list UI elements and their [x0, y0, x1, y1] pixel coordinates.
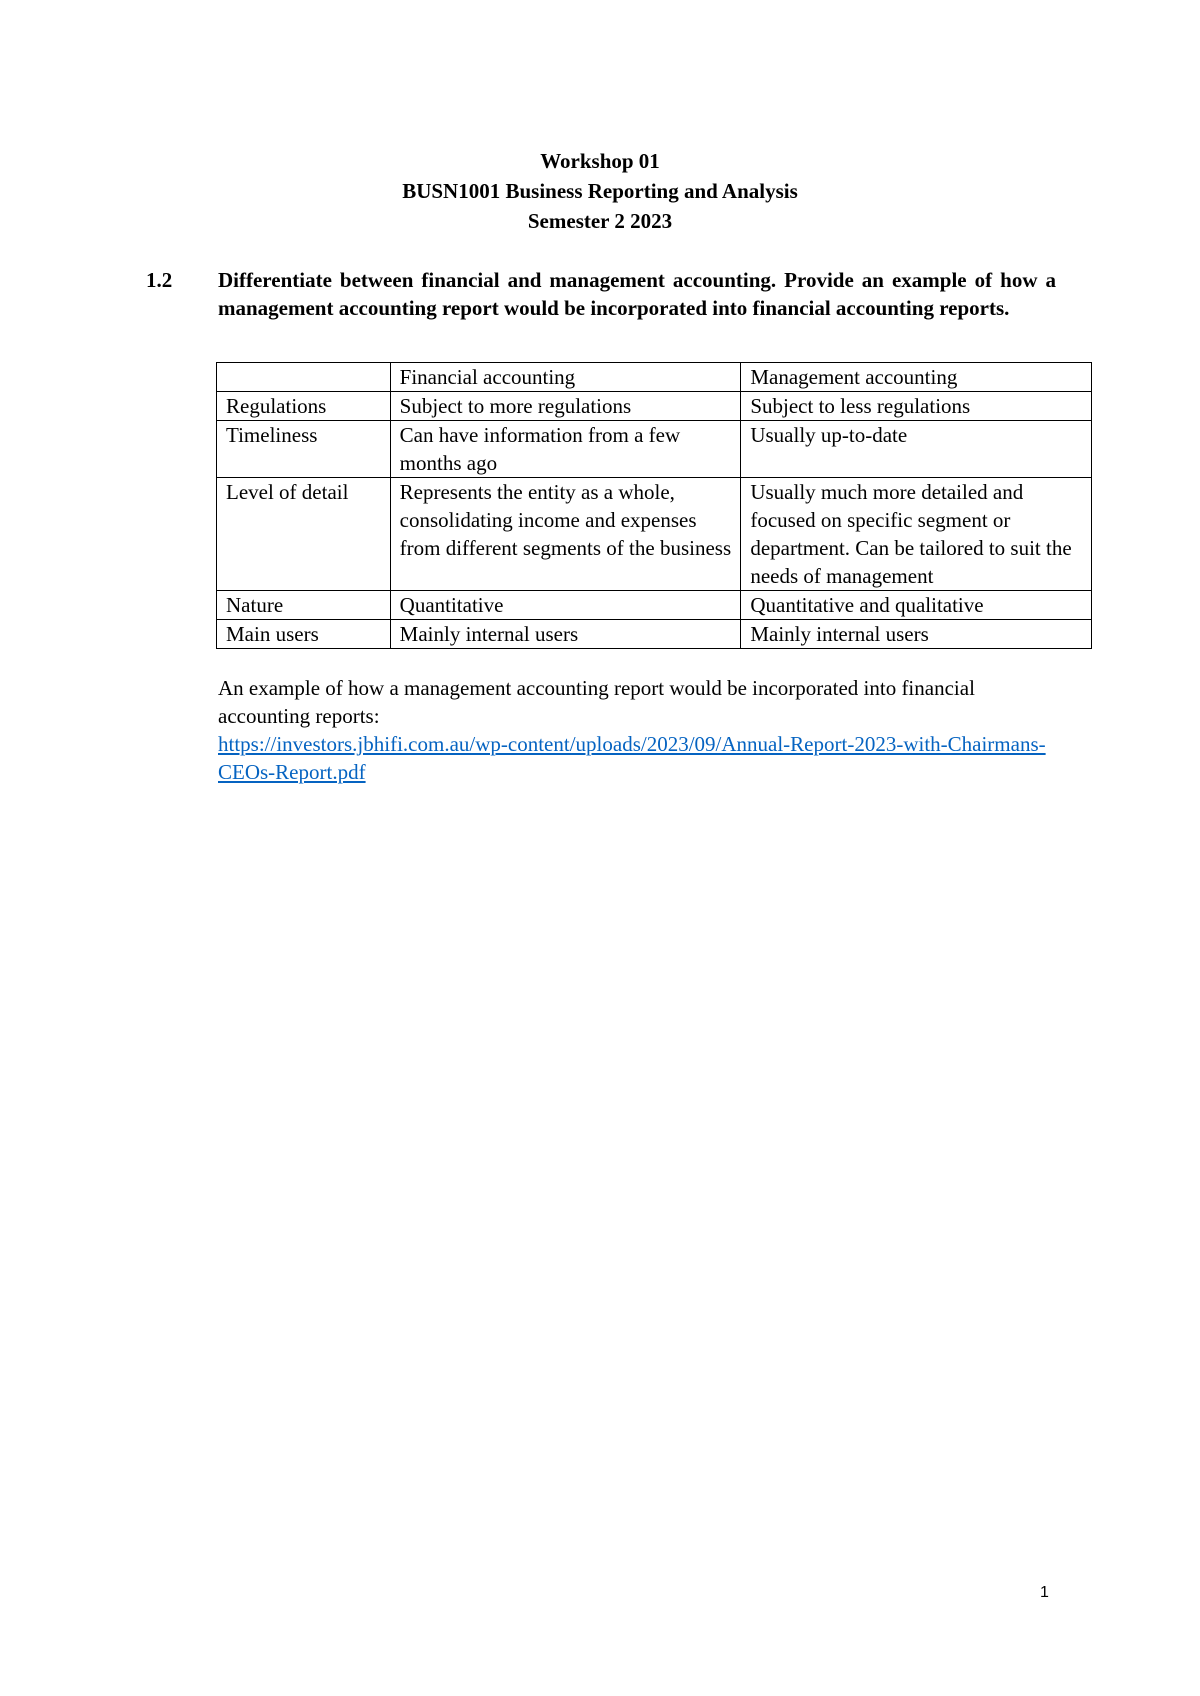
course-title: BUSN1001 Business Reporting and Analysis	[402, 179, 798, 203]
table-cell: Can have information from a few months ago	[390, 421, 741, 478]
page-number: 1	[1040, 1584, 1049, 1601]
table-cell: Mainly internal users	[390, 620, 741, 649]
annual-report-link[interactable]: https://investors.jbhifi.com.au/wp-content/uploads/2023/09/Annual-Report-2023-with-Chairmans-CEOs-Report.pdf	[218, 732, 1046, 784]
table-cell: Quantitative and qualitative	[741, 591, 1092, 620]
question-text: Differentiate between financial and management accounting. Provide an example of how a management accounting report would be incorporated into financial accounting reports.	[218, 268, 1056, 320]
table-header-cell	[217, 363, 391, 392]
example-text: An example of how a management accounting report would be incorporated into financial accounting reports:	[218, 676, 975, 728]
table-cell: Mainly internal users	[741, 620, 1092, 649]
table-cell: Represents the entity as a whole, consolidating income and expenses from different segments of the business	[390, 478, 741, 591]
table-header-row	[217, 363, 1092, 392]
workshop-title: Workshop 01	[540, 149, 660, 173]
table-cell: Quantitative	[390, 591, 741, 620]
table-row	[217, 392, 1092, 421]
semester-title: Semester 2 2023	[527, 209, 673, 233]
table-cell: Regulations	[217, 392, 391, 421]
table-cell: Nature	[217, 591, 391, 620]
table-cell: Subject to more regulations	[390, 392, 741, 421]
example-block	[218, 674, 1048, 786]
table-row	[217, 591, 1092, 620]
question-number: 1.2	[146, 268, 173, 292]
table-cell: Usually much more detailed and focused on specific segment or department. Can be tailored to suit the needs of management	[741, 478, 1092, 591]
table-cell: Main users	[217, 620, 391, 649]
table-row	[217, 478, 1092, 591]
table-row	[217, 620, 1092, 649]
table-cell: Level of detail	[217, 478, 391, 591]
table-header-cell: Financial accounting	[390, 363, 741, 392]
table-cell: Usually up-to-date	[741, 421, 1092, 478]
comparison-table	[216, 362, 1092, 649]
table-cell: Timeliness	[217, 421, 391, 478]
table-row	[217, 421, 1092, 478]
document-header	[0, 146, 1200, 236]
table-cell: Subject to less regulations	[741, 392, 1092, 421]
table-header-cell: Management accounting	[741, 363, 1092, 392]
